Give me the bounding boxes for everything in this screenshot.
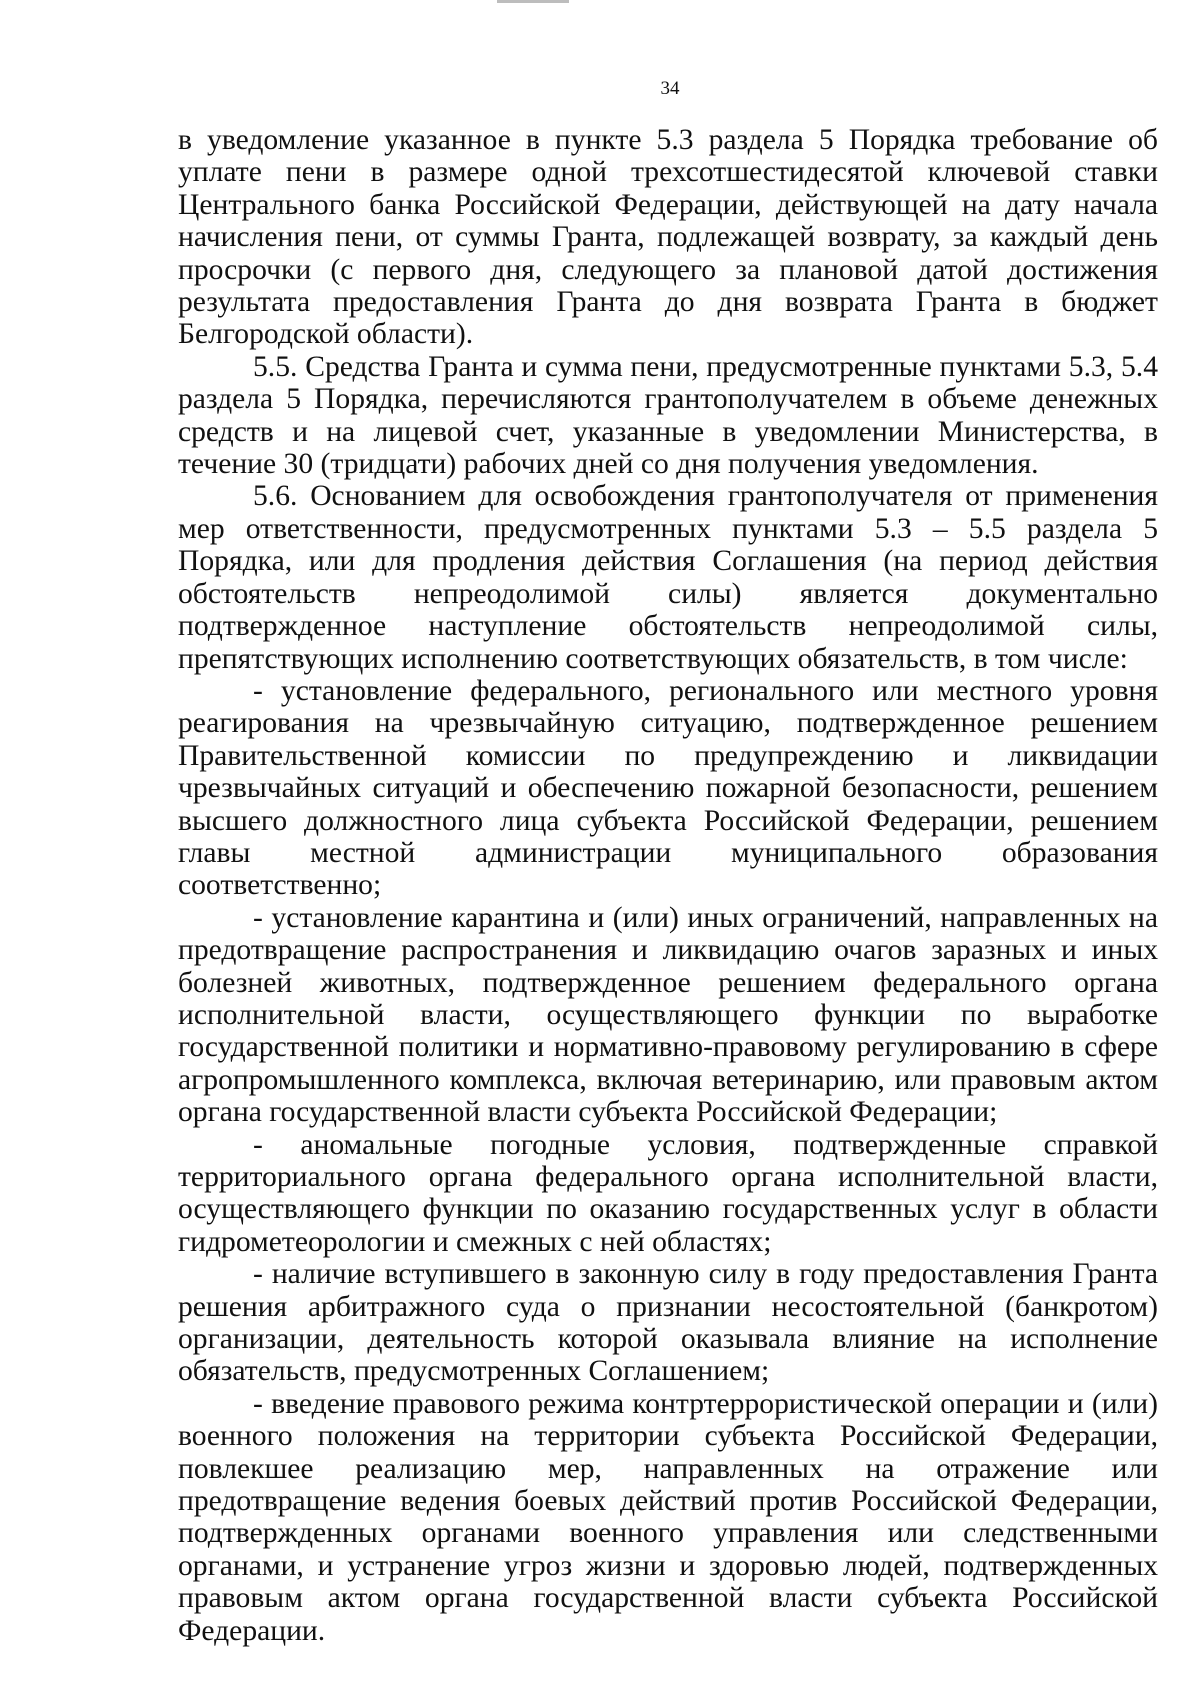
list-item-counter-terrorism: - введение правового режима контртеррористической операции и (или) военного положения на территории субъекта Российской Федерации, повлекшее реализацию мер, направленных на отражение или предотвращение ведения боевых действий против Российской Федерации, подтвержденных органами военного управления или следственными органами, и устранение угроз жизни и здоровью людей, подтвержденных правовым актом органа государственной власти субъекта Российской Федерации. [178,1387,1158,1647]
document-body [178,124,1158,1647]
page-number: 34 [660,78,680,99]
list-item-quarantine: - установление карантина и (или) иных ограничений, направленных на предотвращение распространения и ликвидацию очагов заразных и иных болезней животных, подтвержденное решением федерального органа исполнительной власти, осуществляющего функции по выработке государственной политики и нормативно-правовому регулированию в сфере агропромышленного комплекса, включая ветеринарию, или правовым актом органа государственной власти субъекта Российской Федерации; [178,901,1158,1129]
paragraph-penalty-continuation: в уведомление указанное в пункте 5.3 раздела 5 Порядка требование об уплате пени в размере одной трехсотшестидесятой ключевой ставки Центрального банка Российской Федерации, действующей на дату начала начисления пени, от суммы Гранта, подлежащей возврату, за каждый день просрочки (с первого дня, следующего за плановой датой достижения результата предоставления Гранта до дня возврата Гранта в бюджет Белгородской области). [178,124,1158,351]
list-item-abnormal-weather: - аномальные погодные условия, подтвержденные справкой территориального органа федерального органа исполнительной власти, осуществляющего функции по оказанию государственных услуг в области гидрометеорологии и смежных с ней областях; [178,1128,1158,1258]
list-item-bankruptcy: - наличие вступившего в законную силу в году предоставления Гранта решения арбитражного суда о признании несостоятельной (банкротом) организации, деятельность которой оказывала влияние на исполнение обязательств, предусмотренных Соглашением; [178,1258,1158,1388]
scan-top-mark [497,0,569,3]
paragraph-5-5: 5.5. Средства Гранта и сумма пени, предусмотренные пунктами 5.3, 5.4 раздела 5 Порядка, перечисляются грантополучателем в объеме денежных средств и на лицевой счет, указанные в уведомлении Министерства, в течение 30 (тридцати) рабочих дней со дня получения уведомления. [178,350,1158,481]
list-item-emergency-response: - установление федерального, регионального или местного уровня реагирования на чрезвычайную ситуацию, подтвержденное решением Правительственной комиссии по предупреждению и ликвидации чрезвычайных ситуаций и обеспечению пожарной безопасности, решением высшего должностного лица субъекта Российской Федерации, решением главы местной администрации муниципального образования соответственно; [178,674,1158,902]
paragraph-5-6: 5.6. Основанием для освобождения грантополучателя от применения мер ответственности, предусмотренных пунктами 5.3 – 5.5 раздела 5 Порядка, или для продления действия Соглашения (на период действия обстоятельств непреодолимой силы) является документально подтвержденное наступление обстоятельств непреодолимой силы, препятствующих исполнению соответствующих обязательств, в том числе: [178,480,1158,675]
